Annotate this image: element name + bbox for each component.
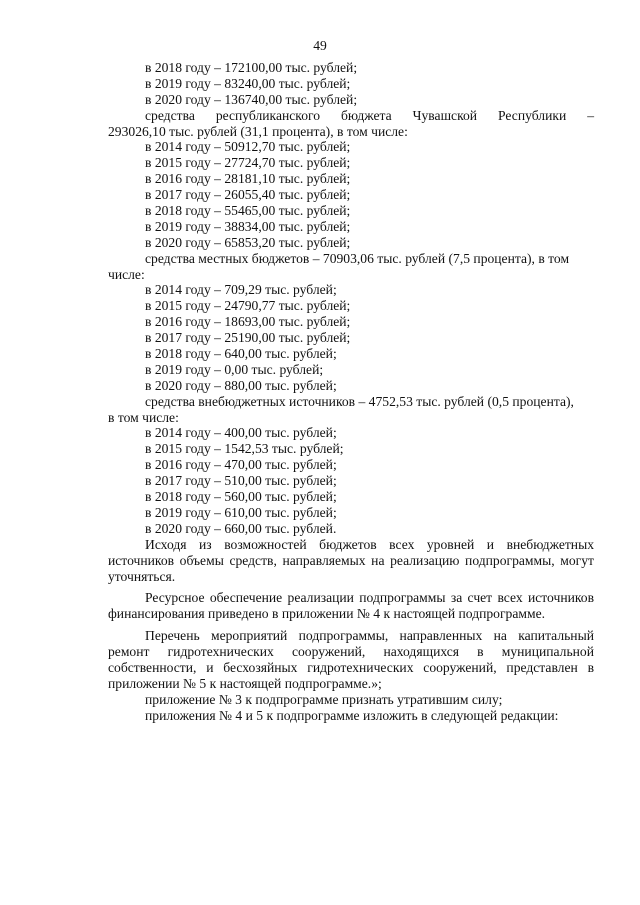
list-item: в 2019 году – 0,00 тыс. рублей; xyxy=(145,361,324,377)
list-item: в 2014 году – 709,29 тыс. рублей; xyxy=(145,282,337,298)
list-item: в 2020 году – 660,00 тыс. рублей. xyxy=(145,520,337,536)
list-item: в 2014 году – 400,00 тыс. рублей; xyxy=(145,425,337,441)
list-item: в 2020 году – 880,00 тыс. рублей; xyxy=(145,377,337,393)
list-item: в 2019 году – 38834,00 тыс. рублей; xyxy=(145,218,351,234)
extrabudget-list xyxy=(108,425,594,536)
list-item: в 2015 году – 27724,70 тыс. рублей; xyxy=(145,155,351,171)
funding-list-2018-2020 xyxy=(108,60,594,108)
list-item: в 2016 году – 18693,00 тыс. рублей; xyxy=(145,314,351,330)
list-item: в 2018 году – 55465,00 тыс. рублей; xyxy=(145,203,351,219)
paragraph-measures-list: Перечень мероприятий подпрограммы, направленных на капитальный ремонт гидротехнических сооружений, находящихся в муниципальной собственности, и бесхозяйных гидротехнических сооружений, представлен в приложении № 5 к настоящей подпрограмме.»; xyxy=(108,628,594,691)
republic-budget-intro-cont: 293026,10 тыс. рублей (31,1 процента), в том числе: xyxy=(108,123,408,139)
list-item: в 2018 году – 172100,00 тыс. рублей; xyxy=(145,60,358,75)
page-number: 49 xyxy=(313,38,327,53)
republic-budget-intro: средства республиканского бюджета Чувашской Республики – xyxy=(145,107,594,123)
list-item: в 2017 году – 26055,40 тыс. рублей; xyxy=(145,187,351,203)
paragraph-appendix-3: приложение № 3 к подпрограмме признать утратившим силу; xyxy=(145,691,503,707)
document-body xyxy=(108,60,594,724)
local-budget-list xyxy=(108,282,594,393)
republic-budget-list xyxy=(108,139,594,250)
list-item: в 2017 году – 510,00 тыс. рублей; xyxy=(145,473,337,489)
paragraph-budget-adjustment: Исходя из возможностей бюджетов всех уровней и внебюджетных источников объемы средств, направляемых на реализацию подпрограммы, могут уточняться. xyxy=(108,536,594,584)
list-item: в 2019 году – 610,00 тыс. рублей; xyxy=(145,504,337,520)
list-item: в 2015 году – 1542,53 тыс. рублей; xyxy=(145,441,344,457)
extrabudget-intro-cont: в том числе: xyxy=(108,409,179,425)
list-item: в 2016 году – 470,00 тыс. рублей; xyxy=(145,457,337,473)
local-budget-intro-cont: числе: xyxy=(108,266,145,282)
list-item: в 2020 году – 65853,20 тыс. рублей; xyxy=(145,234,351,250)
list-item: в 2019 году – 83240,00 тыс. рублей; xyxy=(145,75,351,91)
list-item: в 2014 году – 50912,70 тыс. рублей; xyxy=(145,139,351,155)
list-item: в 2016 году – 28181,10 тыс. рублей; xyxy=(145,171,351,187)
list-item: в 2020 году – 136740,00 тыс. рублей; xyxy=(145,91,358,107)
list-item: в 2018 году – 560,00 тыс. рублей; xyxy=(145,489,337,505)
list-item: в 2018 году – 640,00 тыс. рублей; xyxy=(145,346,337,362)
list-item: в 2015 году – 24790,77 тыс. рублей; xyxy=(145,298,351,314)
paragraph-resource-support: Ресурсное обеспечение реализации подпрограммы за счет всех источников финансирования приведено в приложении № 4 к настоящей подпрограмме. xyxy=(108,590,594,622)
extrabudget-intro: средства внебюджетных источников – 4752,53 тыс. рублей (0,5 процента), xyxy=(145,393,574,409)
paragraph-appendix-4-5: приложения № 4 и 5 к подпрограмме изложить в следующей редакции: xyxy=(145,707,559,723)
list-item: в 2017 году – 25190,00 тыс. рублей; xyxy=(145,330,351,346)
local-budget-intro: средства местных бюджетов – 70903,06 тыс. рублей (7,5 процента), в том xyxy=(145,250,570,266)
